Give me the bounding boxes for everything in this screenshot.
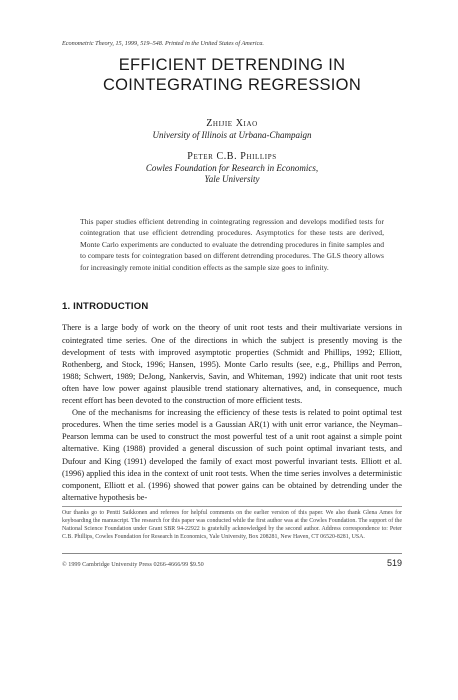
article-title: [62, 55, 402, 95]
author-block-2: [62, 150, 402, 186]
paragraph-1: There is a large body of work on the theory of unit root tests and their multivariate versions in cointegrated time series. One of the directions in which the subject is presently moving is the development of tests with improved asymptotic properties (Schmidt and Phillips, 1992; Elliott, Rothenberg, and Stock, 1996; Hansen, 1995). Monte Carlo results (see, e.g., Phillips and Perron, 1988; Schwert, 1989; DeJong, Nankervis, Savin, and Whiteman, 1992) indicate that unit root tests often have low power against plausible trend stationary alternatives, and, in consequence, much recent effort has been devoted to the construction of more efficient tests.: [62, 323, 402, 406]
author-affiliation: University of Illinois at Urbana-Champaign: [152, 130, 312, 140]
author-name: Peter C.B. Phillips: [187, 150, 277, 162]
author-affiliation: Yale University: [204, 174, 260, 184]
footnote-divider: [62, 506, 402, 507]
body-text: [62, 322, 402, 503]
copyright-notice: © 1999 Cambridge University Press 0266-4666/99 $9.50: [62, 560, 204, 568]
paragraph-2: One of the mechanisms for increasing the efficiency of these tests is related to point optimal test procedures. When the time series model is a Gaussian AR(1) with unit error variance, the Neyman–Pearson lemma can be used to construct the most powerful test of a unit root against a simple point alternative. King (1988) provided a general discussion of such point optimal invariant tests, and Dufour and King (1991) developed the family of exact most powerful invariant tests. Elliott et al. (1996) applied this idea in the context of unit root tests. When the time series involves a deterministic component, Elliott et al. (1996) showed that power gains can be obtained by detrending under the alternative hypothesis be-: [62, 408, 402, 502]
author-name: Zhijie Xiao: [206, 118, 258, 129]
title-line-2: COINTEGRATING REGRESSION: [102, 76, 362, 94]
footnote: Our thanks go to Pentti Saikkonen and referees for helpful comments on the earlier version of this paper. We also thank Glena Ames for keyboarding the manuscript. The research for this paper was conducted while the first author was at the Cowles Foundation. The support of the National Science Foundation under Grant SBR 94-22922 is gratefully acknowledged by the second author. Address correspondence to: Peter C.B. Phillips, Cowles Foundation for Research in Economics, Yale University, Box 208281, New Haven, CT 06520-8281, USA.: [62, 509, 402, 541]
title-line-1: EFFICIENT DETRENDING IN: [118, 56, 346, 74]
page-number: 519: [386, 557, 402, 568]
section-heading: 1. INTRODUCTION: [62, 301, 149, 313]
author-block-1: [62, 117, 402, 142]
article-page: [62, 40, 402, 568]
author-affiliation: Cowles Foundation for Research in Economics,: [145, 162, 319, 173]
journal-citation: Econometric Theory, 15, 1999, 519–548. Printed in the United States of America.: [62, 40, 264, 47]
abstract: This paper studies efficient detrending in cointegrating regression and develops modified tests for cointegration that use efficient detrending procedures. Asymptotics for these tests are derived, Monte Carlo experiments are conducted to evaluate the detrending procedures in finite samples and to compare tests for cointegration based on different detrending procedures. The GLS theory allows for increasingly remote initial condition effects as the sample size goes to infinity.: [80, 216, 384, 272]
page-footer: [62, 558, 402, 568]
footer-divider: [62, 553, 402, 554]
